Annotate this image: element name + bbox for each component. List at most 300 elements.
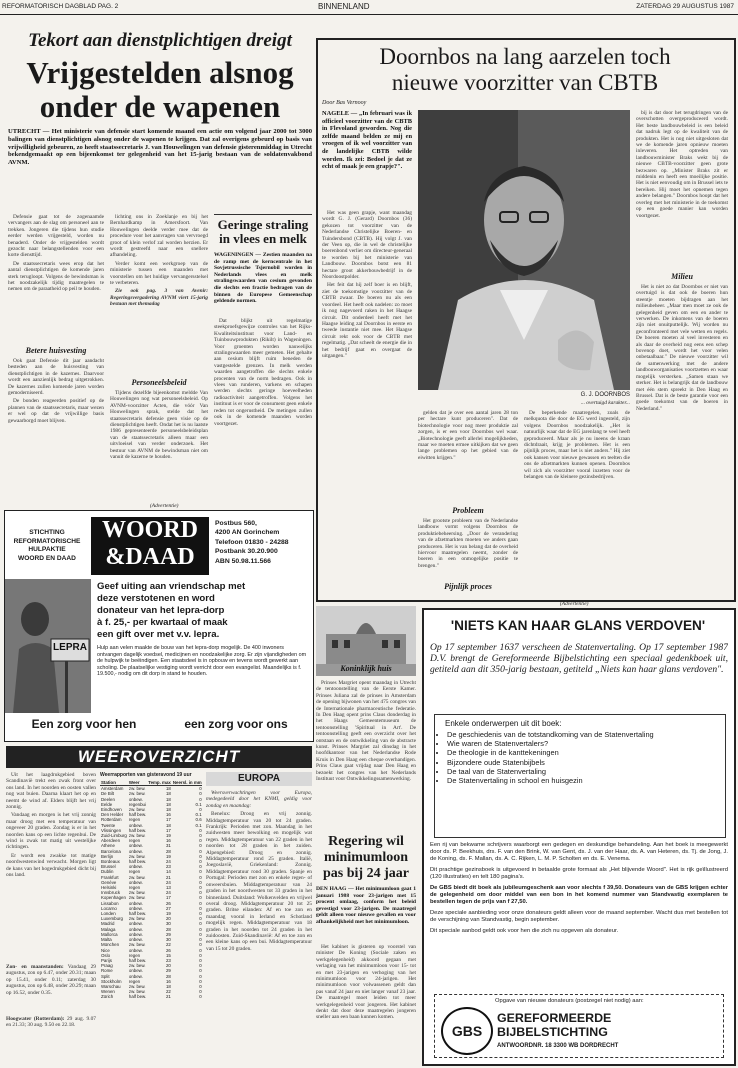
regering-headline-2: minimumloon: [323, 850, 408, 865]
weer-cell-neerslag: 0: [199, 905, 202, 911]
weer-title: WEEROVERZICHT: [6, 746, 312, 768]
weer-cell-station: Locarno: [101, 905, 117, 911]
weer-cell-weer: zw. bew.: [128, 833, 146, 839]
weer-cell-neerslag: 0: [199, 859, 202, 865]
weer-cell-station: Aberdeen: [101, 838, 121, 844]
cbtb-body-1: Het was geen grapje, want maandag wordt G. J. (Gerard) Doornbos (36) gekozen tot voorzitter van de Nederlandse Christelijke Boeren- en Tuindersbond (CBTB). Hij volgt J. van der Veen op, die in wel de christelijke boerenbond verliet om directeur-generaal te worden bij het ministerie van Landbouw. Doornbos botst een 81 hectare groot akkerbouwbedrijf in de Noordoostpolder.: [322, 210, 412, 281]
weer-cell-weer: zw. bew.: [128, 916, 146, 922]
contact-1: Postbus 560,: [215, 520, 257, 527]
th-temp: Temp. max: [148, 780, 171, 785]
weer-cell-weer: regen: [128, 952, 141, 958]
weer-cell-temp: 28: [165, 926, 171, 932]
cbtb-byline: Door Bas Vernooy: [322, 100, 367, 106]
slogan-1: Geef uiting aan vriendschap met: [97, 581, 246, 592]
weer-cell-neerslag: 0: [199, 931, 202, 937]
cbtb-col-3: [524, 410, 630, 594]
weer-cell-station: Malta: [101, 937, 112, 943]
gbs-body-1: Een rij van bekwame schrijvers waarborgt een gedegen en deskundige behandeling. Aan het boek is meegewerkt door ds. P. Beekhuis, drs. F. van den Brink, W. van Gent, ds. J. van der Haar, ds. A. van Heteren, ds. Tj. de Jong, J. de Koning, ds. F. Mallan, ds. A. C. Rijken, L. M. P. Scholten en ds. E. Venema.: [430, 842, 728, 862]
slogan-2: deze verstotenen en word: [97, 593, 215, 604]
weer-cell-weer: half bew.: [128, 994, 147, 1000]
weer-cell-neerslag: 0: [199, 848, 202, 854]
regering-headline: [316, 834, 416, 882]
weer-cell-temp: 18: [165, 791, 171, 797]
weer-cell-temp: 19: [165, 853, 171, 859]
divider: [214, 214, 312, 215]
regering-lead: DEN HAAG — Het minimumloon gaat 1 januari 1988 voor 23-jarigen met 15 procent omlaag, conform het beleid gevestigd voor 23-jarigen. De maatregel geldt alleen voor nieuwe gevallen en voor afhankelijkheid met het minimumloon.: [316, 886, 416, 925]
weer-cell-temp: 24: [165, 879, 171, 885]
weer-cell-temp: 30: [165, 921, 171, 927]
weer-cell-neerslag: 0: [199, 786, 202, 792]
weer-cell-neerslag: 0: [199, 926, 202, 932]
lepra-org-3: HULPAKTIE: [28, 546, 66, 554]
cbtb-col-2: [418, 410, 518, 506]
weer-cell-station: Dublin: [101, 869, 114, 875]
weer-cell-weer: onbew.: [128, 843, 143, 849]
weer-cell-neerslag: 0: [199, 937, 202, 943]
weer-cell-station: Brussel: [101, 864, 116, 870]
weer-cell-neerslag: 0: [199, 963, 202, 969]
weer-cell-weer: zw. bew.: [128, 942, 146, 948]
dienst-subhead-2: Personeelsbeleid: [131, 378, 187, 387]
sun-label: Zon- en maanstanden:: [6, 964, 64, 970]
lepra-slogan: [97, 581, 309, 641]
weer-cell-temp: 26: [165, 900, 171, 906]
weer-cell-temp: 27: [165, 905, 171, 911]
logo-line-2: &DAAD: [105, 544, 195, 570]
palace-illustration: [316, 606, 416, 676]
weer-cell-station: Rotterdam: [101, 817, 122, 823]
weer-cell-weer: zw. bew.: [128, 791, 146, 797]
weer-cell-weer: half bew.: [128, 911, 147, 917]
lepra-org-4: WOORD EN DAAD: [18, 554, 76, 562]
ad-label-left: (Advertentie): [150, 503, 179, 509]
weer-cell-station: Frankfurt: [101, 874, 119, 880]
sun-text: Vandaag 29 augustus, zon op 6.47, onder 20.31; maan op 15.41, onder 0.11; zaterdag 30 augustus, zon op 6.48, onder 20.29; maan op 16.52, onder 0.35.: [6, 964, 96, 996]
weer-cell-temp: 18: [165, 801, 171, 807]
weer-cell-temp: 28: [165, 848, 171, 854]
regering-col: [316, 944, 416, 1062]
contact-5: ABN 50.98.11.566: [215, 557, 271, 565]
dienst-col-1b: [8, 358, 104, 500]
dienst-body-4: De bonden reageerden positief op de plannen van de staatssecretaris, maar wezen er wel op dat de vrijwillige basis gewaarborgd moet blijven.: [8, 398, 104, 424]
weer-cell-weer: zw. bew.: [128, 890, 146, 896]
weer-cell-weer: regen: [128, 838, 141, 844]
gbs-form-title: Opgave van nieuwe donateurs (postzegel niet nodig) aan:: [495, 998, 644, 1004]
gbs-org: [497, 1011, 719, 1039]
contact-2: 4200 AN Gorinchem: [215, 529, 280, 537]
weer-cell-weer: regen: [128, 885, 141, 891]
weer-cell-station: Kopenhagen: [101, 895, 126, 901]
weer-cell-neerslag: 0: [199, 833, 202, 839]
weer-cell-neerslag: 0: [199, 968, 202, 974]
contact-3: Telefoon 01830 - 24288: [215, 538, 289, 546]
weer-cell-temp: 20: [165, 963, 171, 969]
weer-cell-temp: 18: [165, 822, 171, 828]
cbtb-body-3: gelden dat je over een aantal jaren 28 ton per hectare kunt produceren". Dat de biotechnologie voor nog meer produktie zal zorgen, is er een voor Doornbos wel waar. „Biotechnologie geeft allerlei mogelijkheden, maar we moeten ermee uitkijken dat we geen lange problemen op het gebied van de eiwitten krijgen.": [418, 410, 518, 461]
weer-sun: [6, 964, 96, 1014]
weer-cell-temp: 14: [165, 869, 171, 875]
gbs-headline: 'NIETS KAN HAAR GLANS VERDOVEN': [450, 618, 706, 633]
th-station: Station: [100, 780, 128, 786]
weer-cell-station: Helsinki: [101, 885, 117, 891]
weer-cell-station: Madrid: [101, 921, 115, 927]
slogan-5: een gift over met v.v. lepra.: [97, 629, 220, 640]
lepra-org-2: REFORMATORISCHE: [13, 537, 81, 545]
weer-cell-weer: zw. bew.: [128, 963, 146, 969]
weer-cell-temp: 24: [165, 859, 171, 865]
gbs-address: ANTWOORDNR. 18 3300 WB DORDRECHT: [497, 1043, 619, 1049]
gbs-body-5: Dit speciale aanbod geldt ook voor hen die zich nu opgeven als donateur.: [430, 928, 619, 934]
weer-cell-temp: 17: [165, 817, 171, 823]
weer-cell-temp: 16: [165, 812, 171, 818]
weer-cell-station: Rome: [101, 968, 113, 974]
header-date: ZATERDAG 29 AUGUSTUS 1987: [636, 3, 734, 10]
doornbos-photo: [418, 110, 630, 390]
weer-cell-weer: regen: [128, 978, 141, 984]
weer-body-2: Vandaag en morgen is het vrij zonnig maar droog met een temperatuur van ongeveer 20 graden. Zondag is er in het noorden kans op een lichte regenbui. De wind is zwak tot matig uit westelijke richtingen.: [6, 812, 96, 851]
cbtb-body-5: De beperkende maatregelen, zoals de melkquota die door de EG werd ingesteld, zijn volgens Doornbos noodzakelijk. „Het is natuurlijk waar dat de EG jarenlang te veel heeft geproduceerd. Maar als je nu ineens de kraan dichtdraait, krijg je problemen. Het is een pijnlijk proces, maar het is niet anders." Hij ziet ook kansen voor nieuwe gewassen en teelten die ons de afzetmarkten kunnen openen. Doornbos wil zich als voorzitter vooral inzetten voor de belangen van de kleinere gezinsbedrijven.: [524, 410, 630, 481]
weer-cell-neerslag: 0: [199, 791, 202, 797]
th-weer: Weer: [128, 780, 147, 786]
regering-body: Het kabinet is gisteren op voorstel van minister De Koning (Sociale zaken en werkgelegenheid) akkoord gegaan met verlaging van het minimumloon voor 15- tot en met 23-jarigen en verhoging van het minimumloon voor 24-jarigen. Het minimumloon voor volwassenen geldt dan pas vanaf 24 jaar en niet langer vanaf 23 jaar. De maatregel moet leiden tot meer werkgelegenheid voor jongeren. Het kabinet denkt dat door deze maatregelen jongeren sneller aan een baan kunnen komen.: [316, 944, 416, 1021]
weer-cell-temp: 26: [165, 947, 171, 953]
weer-cell-temp: 18: [165, 786, 171, 792]
geringe-lead: WAGENINGEN — Zestien maanden na de ramp met de kerncentrale in het Sovjetrussische Tsjernobil worden in Nederlands vlees en melk stralingswaarden van cesium gevonden die slechts een fractie bedragen van de binnen de Europese Gemeenschap geldende normen.: [214, 252, 312, 305]
dienst-body-2: De staatssecretaris wees erop dat het aantal dienstplichtigen de komende jaren sterk terugloopt. Volgens de bewindsman is het noodzakelijk tijdig maatregelen te nemen om de paraatheid op peil te houden.: [8, 260, 104, 293]
cbtb-subhead-2: Pijnlijk proces: [444, 582, 492, 591]
gbs-topic: • De Statenvertaling in school en huisgezin: [447, 776, 725, 785]
gbs-org-2: BIJBELSTICHTING: [497, 1025, 608, 1039]
dienst-headline-1: Vrijgestelden alsnog: [26, 55, 294, 90]
weer-cell-temp: 16: [165, 978, 171, 984]
dienst-subhead: Betere huisvesting: [25, 346, 87, 355]
weer-cell-neerslag: 0: [199, 911, 202, 917]
gbs-topic: • De theologie in de kanttekeningen: [447, 748, 725, 757]
weer-cell-temp: 29: [165, 931, 171, 937]
weer-cell-weer: onbew.: [128, 937, 143, 943]
slogan-4: à f. 25,- per kwartaal of maak: [97, 617, 228, 628]
europa-intro: Weersverwachtingen voor Europa, medegedeeld door het KNMI, geldig voor zondag en maandag:: [206, 790, 312, 809]
header-section: BINNENLAND: [318, 2, 370, 11]
weer-cell-temp: 18: [165, 983, 171, 989]
weer-cell-station: Parijs: [101, 957, 112, 963]
dienst-col-2: [110, 214, 208, 374]
weer-cell-station: München: [101, 942, 120, 948]
dienst-body-3: Ook gaat Defensie dit jaar aandacht besteden aan de huisvesting van dienstplichtigen in de kazernes. Daarvoor wordt een aanzienlijk bedrag uitgetrokken. De kazernes zullen komende jaren worden gemoderniseerd.: [8, 358, 104, 397]
dienst-body-6: Verder komt een werkgroep van de ministerie tussen een maanden met voorstellen om het huidige vervangersstelsel te verbeteren.: [110, 260, 208, 287]
weer-cell-station: Wenen: [101, 989, 115, 995]
dienst-col-1: [8, 214, 104, 342]
weer-cell-station: Eindhoven: [101, 807, 122, 813]
weer-cell-weer: zw. bew.: [128, 786, 146, 792]
weer-cell-weer: onbew.: [128, 864, 143, 870]
weer-cell-neerslag: 0: [199, 978, 202, 984]
gbs-body-2: Dit prachtige gezinsboek is uitgevoerd in betaalde grote formaat als „Het blijvende Woord". Het is rijk geïllustreerd (120 illustraties) en telt 180 pagina's.: [430, 867, 728, 880]
weer-cell-temp: 20: [165, 916, 171, 922]
weer-cell-neerslag: 0: [199, 942, 202, 948]
weer-cell-temp: 28: [165, 973, 171, 979]
weer-cell-weer: onbew.: [128, 931, 143, 937]
koninklijk-label: Koninklijk huis: [340, 664, 392, 673]
th-neer: Neersl. in mm: [172, 780, 202, 785]
page-header: [0, 0, 738, 15]
weer-cell-neerslag: 0: [199, 853, 202, 859]
weer-table-head: [100, 780, 202, 786]
weer-cell-station: Bordeaux: [101, 859, 120, 865]
weer-cell-weer: regen: [128, 869, 141, 875]
weer-cell-weer: onbew.: [128, 926, 143, 932]
weer-cell-weer: onbew.: [128, 947, 143, 953]
cbtb-col-4b: [636, 284, 728, 594]
weer-cell-station: Amsterdam: [101, 786, 124, 792]
weer-cell-station: De Bilt: [101, 791, 114, 797]
lepra-bottom-1: Een zorg voor hen: [31, 717, 137, 731]
weer-cell-temp: 15: [165, 952, 171, 958]
weer-body-1: Uit het laagdrukgebied boven Scandinavië trekt een zwak front over ons land. In het noorden en oosten vallen nog wat buien. Daarna klaart het op en neemt de wind af. Elders blijft het vrij zonnig.: [6, 772, 96, 811]
weer-cell-weer: zw. bew.: [128, 989, 146, 995]
caption-role: ... overtuigd karakter...: [580, 400, 630, 406]
cbtb-lead: NAGELE — „In februari was ik officieel voorzitter van de CBTB in Flevoland geworden. Nog die zelfde maand belden ze mij en vroegen of ik wel voorzitter van de landelijke CBTB wilde worden. Ik zei: Bedoel je dat ze echt of maak je een grapje?".: [322, 110, 412, 171]
weer-cell-station: Athene: [101, 843, 115, 849]
weer-cell-station: Innsbruck: [101, 890, 121, 896]
weer-cell-temp: 23: [165, 864, 171, 870]
weer-cell-neerslag: 0: [199, 838, 202, 844]
weer-cell-weer: half bew.: [128, 859, 147, 865]
weer-cell-weer: half bew.: [128, 957, 147, 963]
weer-cell-station: Luxemburg: [101, 916, 123, 922]
weer-cell-neerslag: 0: [199, 957, 202, 963]
weer-cell-weer: regenbui: [128, 801, 146, 807]
ad-label-right: (Advertentie): [560, 601, 589, 607]
weer-cell-neerslag: 0: [199, 843, 202, 849]
geringe-col: [214, 318, 312, 500]
dienst-body-5: lichting ons in Zoeklanje en bij het Bernhardkamp in Amersfoort. Van Houwelingen deelde verder mee dat de procedure voor het aanvragen van vervroegd groot of klein verlof zal worden herzien. Er wordt gestreefd naar een snellere afhandeling.: [110, 214, 208, 259]
gbs-list-title: Enkele onderwerpen uit dit boek:: [445, 719, 562, 728]
weer-cell-station: Londen: [101, 911, 116, 917]
weer-cell-temp: 23: [165, 957, 171, 963]
cbtb-body-6: bij is dat door het terugdringen van de overschotten overgeproduceerd wordt. Het beste landbouwbeleid is een beleid dat nadruk legt op de kwaliteit van de produkten. Het is nog niet uitgesloten dat we de komende jaren opnieuw moeten inleveren. Het optreden van landbouwminister Braks wekt bij de nieuwe CBTB-voorzitter geen grote bezwaren op. „Minister Braks zit er middenin en heeft een moeilijke positie. Het is niet eenvoudig om in Brussel iets te bereiken. Hij moet het opnemen tegen andere belangen." Doornbos hoopt dat het overleg met het ministerie in de toekomst op een goede manier kan worden voortgezet.: [636, 110, 728, 219]
gbs-topic: • De geschiedenis van de totstandkoming van de Statenvertaling: [447, 730, 725, 739]
slogan-3: donateur van het lepra-dorp: [97, 605, 225, 616]
weer-cell-neerslag: 0: [199, 947, 202, 953]
weer-cell-station: Split: [101, 973, 110, 979]
lepra-org-1: STICHTING: [29, 529, 65, 536]
weer-cell-station: Zuid-Limburg: [101, 833, 127, 839]
weer-cell-station: Warschau: [101, 983, 121, 989]
gbs-coupon[interactable]: [434, 994, 724, 1058]
weer-table-title: Weerrapporten van gisteravond 19 uur: [100, 772, 192, 778]
weer-cell-weer: zw. bew.: [128, 983, 146, 989]
gbs-topic: • Wie waren de Statenvertalers?: [447, 739, 725, 748]
weer-cell-station: Mallorca: [101, 931, 118, 937]
regering-headline-1: Regering wil: [328, 834, 404, 849]
dienst-body-7: Zie ook pag. 3 van Avenir: Regeringsvergadering AVNM viert 15-jarig bestaan met themadag: [110, 288, 208, 308]
caption-name: G. J. DOORNBOS: [580, 392, 630, 398]
cbtb-col-2b: [418, 518, 518, 582]
weer-cell-weer: onbew.: [128, 822, 143, 828]
weer-cell-temp: 19: [165, 911, 171, 917]
dienst-headline-2: onder de wapenen: [39, 89, 281, 124]
weer-cell-temp: 18: [165, 796, 171, 802]
tide-label: Hoogwater (Rotterdam):: [6, 1016, 65, 1022]
gbs-topic-list: [435, 730, 725, 785]
europa-title: EUROPA: [206, 772, 312, 786]
weer-cell-weer: regen: [128, 817, 141, 823]
weer-cell-station: Zürich: [101, 994, 114, 1000]
weer-cell-weer: half bew.: [128, 827, 147, 833]
weer-cell-station: Den Helder: [101, 812, 124, 818]
cbtb-col-4: [636, 110, 728, 270]
gbs-body: [430, 842, 728, 990]
weer-cell-temp: 18: [165, 807, 171, 813]
weer-cell-neerslag: 0: [199, 885, 202, 891]
cbtb-subhead-1: Probleem: [452, 506, 484, 515]
lepra-ad: [4, 510, 314, 742]
weer-cell-neerslag: 0: [199, 827, 202, 833]
weer-cell-neerslag: 0: [199, 796, 202, 802]
weer-cell-temp: 21: [165, 994, 171, 1000]
weer-cell-neerslag: 0: [199, 895, 202, 901]
weer-cell-station: Barcelona: [101, 848, 121, 854]
weer-cell-weer: onbew.: [128, 905, 143, 911]
weer-cell-neerslag: 0: [199, 879, 202, 885]
weer-cell-temp: 17: [165, 895, 171, 901]
header-left: REFORMATORISCH DAGBLAD PAG. 2: [2, 3, 119, 10]
lepra-bottom-2: een zorg voor ons: [184, 717, 288, 731]
weer-cell-station: Genève: [101, 879, 117, 885]
cbtb-headline-1: Doornbos na lang aarzelen toch: [379, 44, 671, 69]
lepra-body: Hulp aan velen maakte de bouw van het lepra-dorp mogelijk. De 400 inwoners ontvangen dagelijk voedsel, medicijnen en noodzakelijke zorg. Er zijn vijandigheden om de hulpwijk te beëindigen. Een staatsdeel is in opbouw en tevens wordt gewerkt aan scholing. De plaatselijke vestiging wordt verricht door een evangelist. Maandelijks is f. 19.500,- nodig om dit dorp in stand te houden.: [97, 645, 307, 678]
weer-cell-temp: 31: [165, 843, 171, 849]
weer-table-wrap: [100, 772, 202, 1062]
weer-cell-neerslag: 0: [199, 952, 202, 958]
europa-text: Benelux: Droog en vrij zonnig. Middagtemperatuur van 20 tot 24 graden. Frankrijk: Perioden met zon. Maandag in het zuidwesten meer bewolking en mogelijk wat regen. Middagtemperatuur van 22 graden in het noorden tot 28 graden in het zuiden. Alpengebied: Droog en zonnig. Middagtemperatuur rond 25 graden. Italië, Joegoslavië, Griekenland: Zonnig. Middagtemperatuur rond 30 graden. Spanje en Portugal: Perioden met zon en enkele regen- of onweersbuien. Middagtemperatuur van 24 graden in het noordwesten tot 33 graden in het binnenland. Duitsland: Wolkenvelden en vrijwel overal droog. Middagtemperatuur 20 tot 25 graden. Britse eilanden: Af en toe zon en maandag vooral in Ierland en Schotland mogelijk regen. Middagtemperatuur van 18 graden in het noorden tot 24 graden in het zuidoosten. Zuid-Skandinavië: Af en toe zon en een kleine kans op een bui. Middagtemperatuur van 15 tot 20 graden.: [206, 811, 312, 952]
lepra-photo: [5, 579, 91, 713]
gbs-org-1: GEREFORMEERDE: [497, 1011, 612, 1025]
weer-cell-temp: 17: [165, 827, 171, 833]
weer-cell-station: Deelen: [101, 796, 115, 802]
weer-cell-station: Vlissingen: [101, 827, 122, 833]
koninklijk-col: [316, 680, 416, 830]
weer-cell-weer: zw. bew.: [128, 807, 146, 813]
weer-cell-weer: onbew.: [128, 848, 143, 854]
cbtb-col-1: [322, 210, 412, 594]
weer-cell-station: Twente: [101, 822, 116, 828]
gbs-body-4: Deze speciale aanbieding voor onze donateurs geldt alleen voor de maand september. Wacht dus met bestellen tot de verschijning van Standvastig, begin september.: [430, 910, 728, 923]
weer-cell-station: Nice: [101, 947, 110, 953]
weer-cell-neerslag: 0.1: [195, 801, 202, 807]
weer-cell-weer: onbew.: [128, 968, 143, 974]
gbs-ad: [422, 608, 736, 1066]
geringe-headline: Geringe straling in vlees en melk: [217, 217, 309, 246]
europa-col: [206, 790, 312, 1062]
weer-cell-neerslag: 0.1: [195, 812, 202, 818]
weer-table-row: [100, 994, 202, 999]
weer-table: [100, 780, 202, 1000]
cbtb-body-4: Het grootste probleem van de Nederlandse landbouw vormt volgens Doornbos de produktiebeheersing. „Door de verandering van de afzetmarkten moeten we anders gaan produceren. Het is van belang dat de overheid hiervoor maatregelen neemt, zonder de boeren in een onmogelijke positie te brengen.": [418, 518, 518, 569]
weer-cell-neerslag: 0: [199, 983, 202, 989]
weer-cell-station: Stockholm: [101, 978, 122, 984]
weer-cell-station: Berlijn: [101, 853, 114, 859]
logo-line-1: WOORD: [102, 517, 198, 543]
weer-cell-weer: zw. bew.: [128, 874, 146, 880]
lepra-contact: [215, 519, 311, 566]
cbtb-body-2: Het feit dat hij zelf boer is en blijft, ziet de toekomstige voorzitter van de CBTB zwaar. De boeren nu als een voordeel. Het heeft ook nadelen: zo moet ik nog nagevoerd raken in het Haagse circuit. Dit onderdeel heeft met het Haagse leiding zal Doornbos in eerste en tweede instantie niet mee. Het Haagse circuit rekt ook voor de CBTB met regelmatig. „Dat scheelt de energie die in het bedrijf gaat en overgaat de uitgangen.": [322, 282, 412, 359]
weer-cell-neerslag: 0: [199, 869, 202, 875]
weer-cell-neerslag: 0: [199, 916, 202, 922]
weer-body-3: Er wordt een zwakke tot matige noordwestenwind verwacht. Morgen ligt de kans van het hogedrukgebied dicht bij ons land.: [6, 852, 96, 879]
weer-cell-neerslag: 0: [199, 807, 202, 813]
geringe-body: Dat blijkt uit regelmatige steekproefsgewijze controles van het Rijks-Kwaliteitsinstituut voor Land- en Tuinbouwprodukten (Rikilt) in Wageningen. Voor groenten worden nauwelijks stralingswaarden meer gemeten. Het gehalte aan cesium blijft ruim beneden de vastgestelde grenzen. In melk werden waarden aangetroffen die slechts enkele procenten van de norm bedragen. Ook in vlees van runderen, varkens en schapen werden slechts geringe hoeveelheden radioactiviteit aangetroffen. Volgens het instituut is er voor de consument geen enkele reden tot ongerustheid. De metingen zullen ook in de komende maanden worden voortgezet.: [214, 318, 312, 427]
weer-cell-station: Praag: [101, 963, 113, 969]
weer-cell-station: Lissabon: [101, 900, 119, 906]
woord-daad-logo: [91, 517, 209, 575]
cbtb-headline-2: nieuwe voorzitter van CBTB: [391, 70, 659, 95]
gbs-topic: • Bijzondere oude Statenbijbels: [447, 758, 725, 767]
weer-cell-weer: zw. bew.: [128, 853, 146, 859]
weer-cell-temp: 22: [165, 989, 171, 995]
weer-tide: [6, 1016, 96, 1062]
weer-cell-weer: onbew.: [128, 900, 143, 906]
dienst-col-2b: [110, 390, 208, 500]
weer-cell-neerslag: 0.6: [195, 817, 202, 823]
weer-cell-neerslag: 0: [199, 890, 202, 896]
weer-cell-neerslag: 0: [199, 994, 202, 1000]
weer-cell-station: Oslo: [101, 952, 111, 958]
lepra-org: [7, 529, 87, 563]
weer-cell-temp: 24: [165, 890, 171, 896]
cbtb-subhead-3: Milieu: [671, 272, 693, 281]
weer-cell-temp: 19: [165, 833, 171, 839]
weer-cell-weer: onbew.: [128, 921, 143, 927]
weer-table-body: [100, 786, 202, 1000]
lepra-sign: LEPRA: [53, 642, 87, 653]
weer-cell-neerslag: 0.1: [195, 822, 202, 828]
weer-cell-temp: 22: [165, 942, 171, 948]
weer-cell-neerslag: 0: [199, 921, 202, 927]
contact-4: Postbank 30.20.900: [215, 548, 278, 556]
cbtb-body-7: Het is niet zo dat Doornbos er niet van overtuigd is dat ook de boeren hun steentje moeten bijdragen aan het milieubeheer. „Maar men moet ze ook de gelegenheid geven om een en ander te verwerken. De inkomens van de boeren zijn niet onuitputtelijk. Wij worden nu geconfronteerd met vele wetten en regels. De boeren moeten al veel investeren en als daar de overheid nog eens een schep bovenop doet, wordt het voor velen onbetaalbaar." De nieuwe voorzitter wil de samenwerking met de andere landbouworganisaties voortzetten en waar mogelijk versterken. „Samen staan we sterker. Het is belangrijk dat de landbouw met één stem spreekt in Den Haag en Brussel. Dat is de beste garantie voor een goede toekomst van de boeren in Nederland.": [636, 284, 728, 412]
weer-cell-neerslag: 0: [199, 874, 202, 880]
gbs-topic: • De taal van de Statenvertaling: [447, 767, 725, 776]
weer-cell-temp: 30: [165, 937, 171, 943]
gbs-logo: GBS: [441, 1007, 493, 1055]
weer-cell-weer: half bew.: [128, 812, 147, 818]
weer-cell-temp: 29: [165, 968, 171, 974]
weer-cell-temp: 13: [165, 885, 171, 891]
weer-cell-neerslag: 0: [199, 900, 202, 906]
regering-headline-3: pas bij 24 jaar: [323, 866, 409, 881]
weer-cell-temp: 16: [165, 838, 171, 844]
weer-cell-station: Malaga: [101, 926, 116, 932]
koninklijk-body: Prinses Margriet opent maandag in Utrecht de tentoonstelling van de Eerste Kamer. Prinses Juliana zal de prinses in Amsterdam de opening bijwonen van het 475 congres van de Internationale pharmaceutische federatie. In Den Haag opent prins Claus donderdag in het Haags Gemeentemuseum de tentoonstelling 'Spiritual in Art'. De tentoonstelling geeft een overzicht over het ontstaan en de ontwikkeling van de abstracte kunst. Prinses Margriet zal dinsdag in het hoofdkantoor van het Nederlandse Rode Kruis in Den Haag een cheque overhandigen. Prins Claus gaat vrijdag naar Den Haag en bezoekt het congres van het Nederlands Instituut voor Ontwikkelingssamenwerking.: [316, 680, 416, 783]
dienst-body-8: Tijdens dezelfde bijeenkomst meldde Van Houwelingen nog wat personeelsbeleid. Op AVNM-voorzitter Acten, die vóór Van Houwelingen sprak, stelde dat het staatssecretaris defensie geen visie op de dienstplichtigen heeft. Ondat het is nu laatste 1986 gepresenteerde personeelsbeleidsplan van de staatssecretaris alleen maar een uitvloeisel van verder onderzoek. Het bestuur van AVNM de bewindsman niet om vanuit de kazerne te houden.: [110, 390, 208, 461]
gbs-list-box: [434, 714, 726, 838]
weer-cell-station: Eelde: [101, 801, 113, 807]
weer-cell-weer: zw. bew.: [128, 895, 146, 901]
gbs-intro: Op 17 september 1637 verscheen de Statenvertaling. Op 17 september 1987 D.V. brengt de Gereformeerde Bijbelstichting een speciaal gedenkboek uit, getiteld aan dit 350-jarig bestaan, getiteld „Niets kan haar glans verdoven".: [430, 642, 728, 676]
dienst-body-1: Defensie gaat tot de zogenaamde vervangers aan de slag om personeel aan te trekken. Jongeren die tijdens hun studie eerder werden vrijgesteld, worden nu benaderd. Onder de vrijgestelden wordt gezocht naar belangstellenden voor een korte diensttijd.: [8, 214, 104, 259]
tide-text: 29 aug. 9.07 en 21.33; 30 aug. 9.50 en 22.18.: [6, 1016, 96, 1029]
weer-cell-temp: 21: [165, 874, 171, 880]
weer-cell-neerslag: 0: [199, 864, 202, 870]
dienst-lead: UTRECHT — Het ministerie van defensie start komende maand een actie om volgend jaar 2000 tot 3000 balingen van dienstplichtigen alsnog onder de wapenen te krijgen. Dat zal overigens gebeurd op basis van vrijwilligheid gebeuren, zo heeft staatssecretaris J. van Houwelingen van defensie gisterenmiddag in Utrecht bekendgemaakt op een bijeenkomst ter gelegenheid van het 15-jarig bestaan van de soldatenvakbond AVNM.: [8, 128, 312, 167]
weer-cell-weer: onbew.: [128, 879, 143, 885]
weer-cell-weer: onbew.: [128, 973, 143, 979]
gbs-body-3: De GBS biedt dit boek als jubileumgeschenk aan voor slechts f 39,50. Donateurs van de GBS krijgen echter de gelegenheid om door middel van een bon in het komend nummer van Standvastig exemplaren te bestellen tegen de prijs van f 27,50.: [430, 885, 728, 905]
weer-cell-weer: onbew.: [128, 796, 143, 802]
weer-cell-neerslag: 0: [199, 989, 202, 995]
